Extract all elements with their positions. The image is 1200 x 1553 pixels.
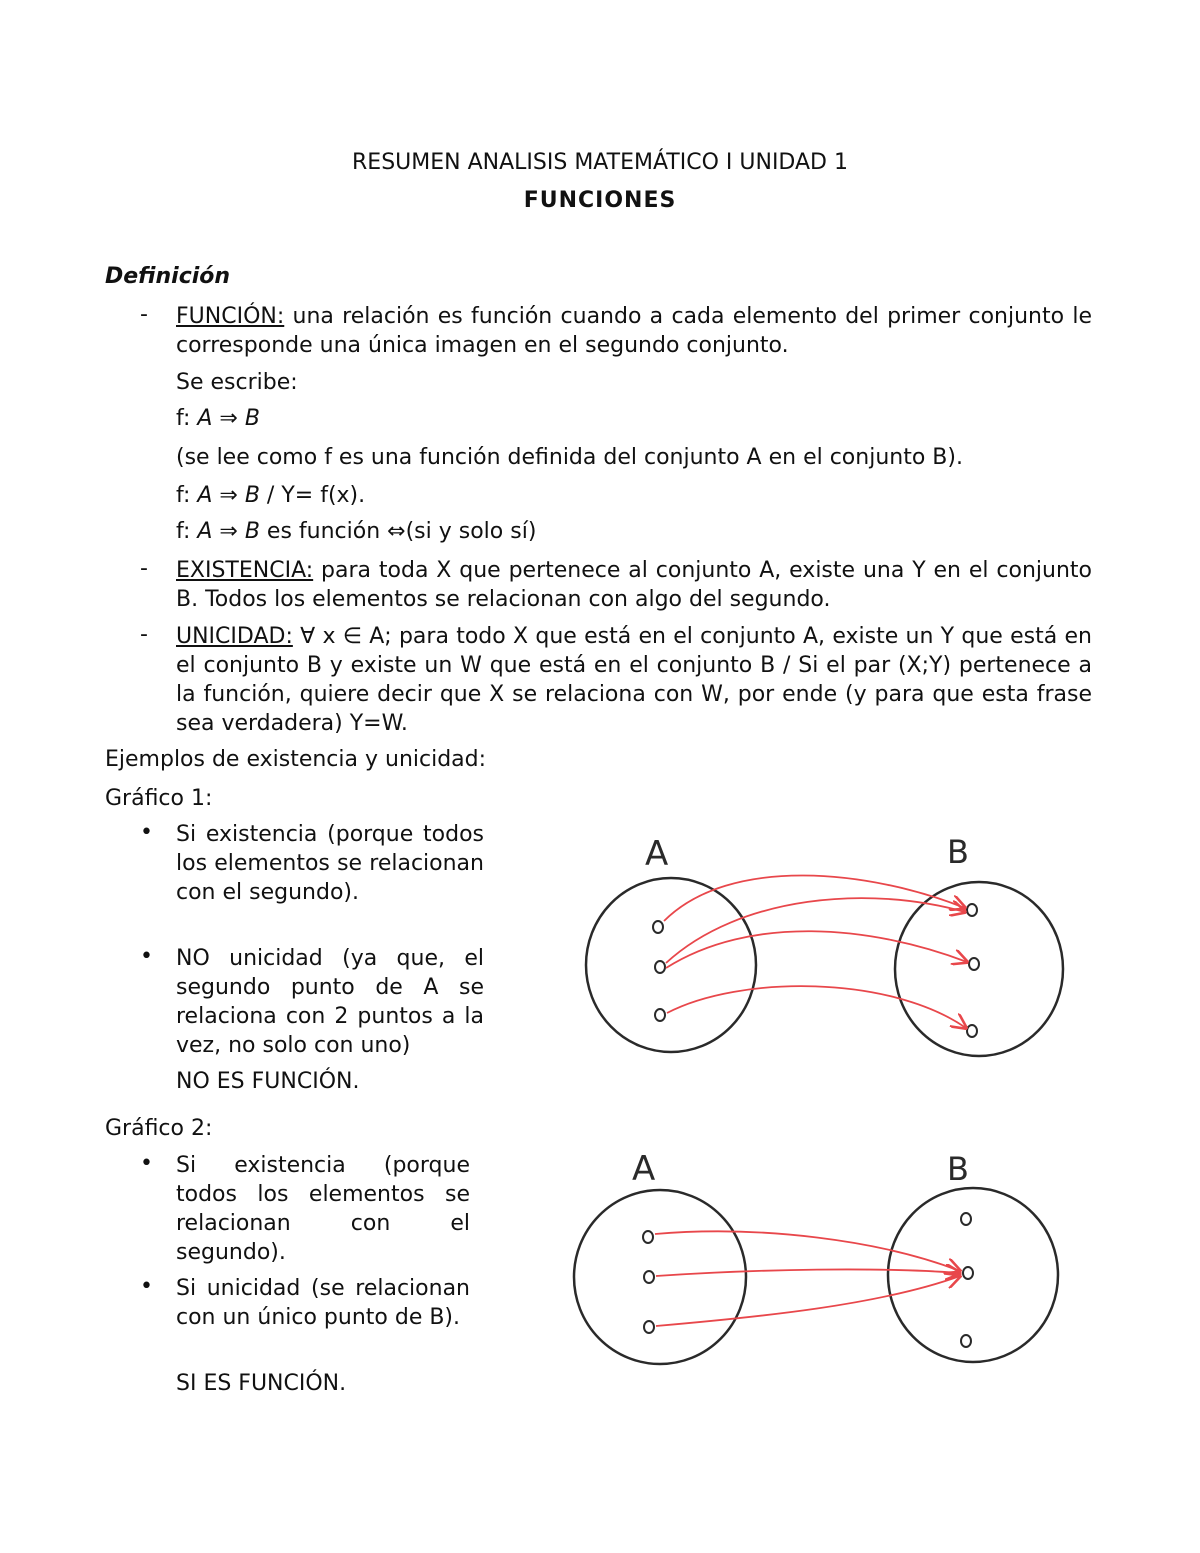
formula-3-pre: f: (176, 519, 198, 544)
funcion-item (176, 302, 1092, 360)
grafico1-point-a3 (655, 1009, 665, 1021)
grafico2-set-a (574, 1190, 746, 1364)
grafico1-set-b (895, 882, 1063, 1056)
grafico1-point-a1 (653, 921, 663, 933)
grafico1-bullet-2-dot: • (140, 944, 153, 969)
grafico1-point-b3 (967, 1025, 977, 1037)
grafico2-title: Gráfico 2: (105, 1116, 213, 1141)
grafico1-arrow-1 (664, 875, 965, 921)
dash-unicidad: - (140, 622, 148, 647)
grafico1-conclusion: NO ES FUNCIÓN. (176, 1069, 360, 1094)
grafico2-bullet-1-dot: • (140, 1151, 153, 1176)
unicidad-label: UNICIDAD: (176, 624, 293, 649)
grafico1-title: Gráfico 1: (105, 786, 213, 811)
grafico2-bullet-1: Si existencia (porque todos los elementos se relacionan con el segundo). (176, 1153, 470, 1265)
grafico1-arrow-3 (666, 931, 967, 968)
funcion-text: una relación es función cuando a cada elemento del primer conjunto le corresponde una única imagen en el segundo conjunto. (176, 304, 1092, 358)
unicidad-item (176, 622, 1092, 738)
formula-1-expr: A ⇒ B (197, 406, 260, 431)
formula-2 (176, 481, 365, 510)
se-escribe: Se escribe: (176, 370, 298, 395)
doc-subtitle: FUNCIONES (523, 188, 677, 213)
grafico1-diagram (570, 825, 1080, 1075)
formula-3 (176, 517, 536, 546)
grafico2-conclusion: SI ES FUNCIÓN. (176, 1371, 347, 1396)
grafico2-arrow-2 (656, 1269, 960, 1276)
formula-2-expr: A ⇒ B (197, 483, 260, 508)
grafico1-set-b-label: B (947, 833, 969, 871)
existencia-text: para toda X que pertenece al conjunto A, existe una Y en el conjunto B. Todos los elementos se relacionan con algo del segundo. (176, 558, 1092, 612)
grafico1-arrow-4 (667, 986, 966, 1028)
section-heading: Definición (105, 264, 231, 289)
grafico2-bullet-2-dot: • (140, 1274, 153, 1299)
formula-2-pre: f: (176, 483, 198, 508)
doc-title: RESUMEN ANALISIS MATEMÁTICO I UNIDAD 1 (352, 150, 848, 175)
formula-1 (176, 404, 260, 433)
unicidad-text: ∀ x ∈ A; para todo X que está en el conjunto A, existe un Y que está en el conjunto B y existe un W que está en el conjunto B / Si el par (X;Y) pertenece a la función, quiere decir que X se relaciona con W, por ende (y para que esta frase sea verdadera) Y=W. (176, 624, 1092, 736)
grafico2-set-a-label: A (632, 1149, 656, 1189)
grafico2-arrow-1 (655, 1231, 960, 1271)
formula-2-post: / Y= f(x). (259, 483, 366, 508)
dash-funcion: - (140, 302, 148, 327)
dash-existencia: - (140, 556, 148, 581)
grafico2-point-a3 (644, 1321, 654, 1333)
grafico2-point-b1 (961, 1213, 971, 1225)
grafico1-point-a2 (655, 961, 665, 973)
formula-1-pre: f: (176, 406, 198, 431)
grafico1-point-b1 (967, 904, 977, 916)
grafico2-arrow-3 (656, 1276, 960, 1326)
grafico1-set-a-label: A (645, 834, 669, 874)
funcion-label: FUNCIÓN: (176, 304, 285, 329)
formula-3-post: es función ⇔(si y solo sí) (259, 519, 537, 544)
grafico2-point-a1 (643, 1231, 653, 1243)
grafico2-set-b-label: B (947, 1150, 969, 1188)
grafico2-diagram (560, 1145, 1070, 1395)
existencia-item (176, 556, 1092, 614)
grafico1-point-b2 (969, 958, 979, 970)
grafico2-point-b2 (963, 1267, 973, 1279)
grafico1-bullet-2: NO unicidad (ya que, el segundo punto de A se relaciona con 2 puntos a la vez, no solo con uno) (176, 946, 484, 1058)
ejemplos-heading: Ejemplos de existencia y unicidad: (105, 747, 487, 772)
grafico2-bullet-2: Si unicidad (se relacionan con un único punto de B). (176, 1276, 470, 1330)
grafico1-bullet-1-dot: • (140, 820, 153, 845)
grafico1-bullet-1: Si existencia (porque todos los elementos se relacionan con el segundo). (176, 822, 484, 905)
grafico2-point-b3 (961, 1335, 971, 1347)
existencia-label: EXISTENCIA: (176, 558, 314, 583)
grafico2-point-a2 (644, 1271, 654, 1283)
lectura: (se lee como f es una función definida del conjunto A en el conjunto B). (176, 445, 963, 470)
formula-3-expr: A ⇒ B (197, 519, 260, 544)
